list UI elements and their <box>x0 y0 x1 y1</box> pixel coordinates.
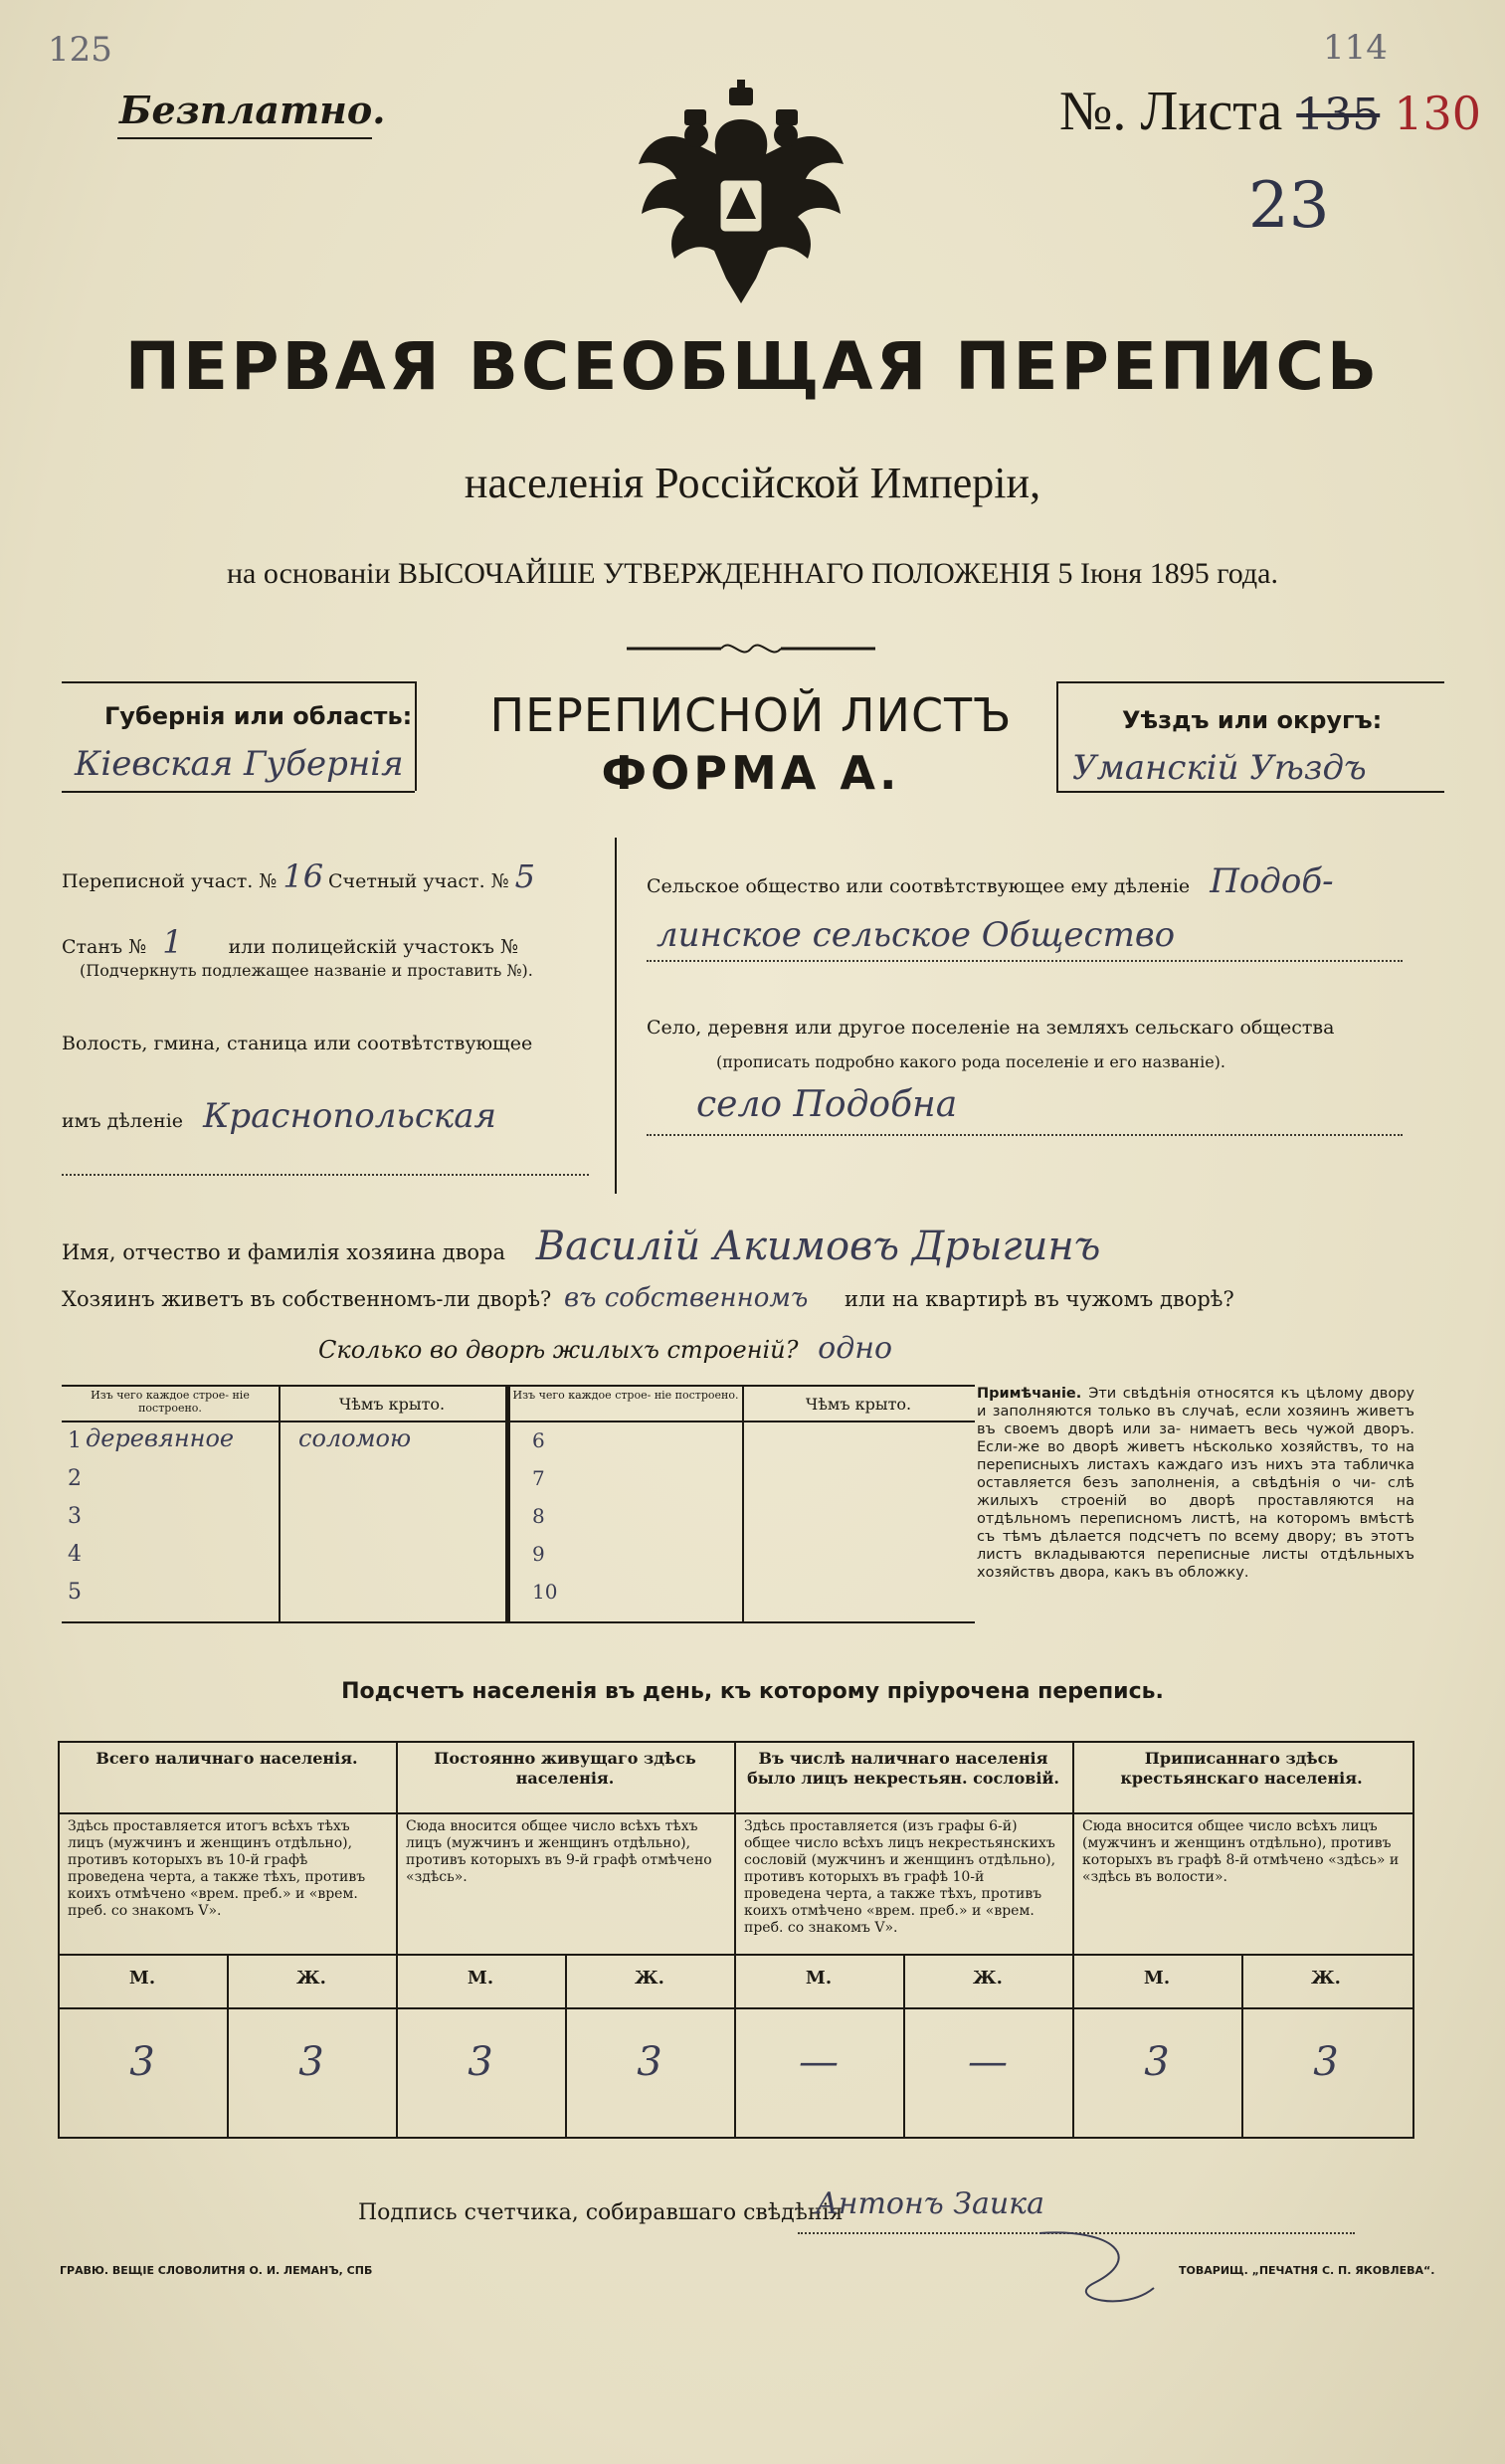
census-subtitle: населенія Россійской Имперіи, <box>464 459 1041 507</box>
note-line: нимаетъ весь чужой дворъ. Если-же во дворѣ <box>977 1422 1414 1455</box>
stan-value[interactable]: 1 <box>162 923 183 961</box>
signature-value[interactable]: Антонъ Заика <box>816 2186 1044 2221</box>
building-roof[interactable]: соломою <box>298 1424 412 1452</box>
owner-lives-label: Хозяинъ живетъ въ собственномъ-ли дворѣ? <box>62 1287 552 1311</box>
note-line: вмѣстѣ съ тѣмъ дѣлается подсчетъ по всему двору; <box>977 1511 1414 1545</box>
note-line: если хозяинъ живетъ въ своемъ дворѣ или за- <box>977 1404 1414 1437</box>
building-row-number: 4 <box>68 1542 82 1567</box>
note-line: Эти свѣдѣнія относятся къ <box>1088 1386 1306 1402</box>
owner-name-label: Имя, отчество и фамилія хозяина двора <box>62 1240 506 1264</box>
form-subtitle: ФОРМА А. <box>601 746 901 800</box>
population-f-label: Ж. <box>1311 1968 1341 1989</box>
uezd-value[interactable]: Уманскій Уѣздъ <box>1072 748 1367 788</box>
building-row-number: 7 <box>532 1466 545 1490</box>
census-section-label: Переписной участ. № <box>62 870 278 892</box>
population-m-label: М. <box>1143 1968 1171 1989</box>
footer-printer-left: ГРАВЮ. ВЕЩІЕ СЛОВОЛИТНЯ О. И. ЛЕМАНЪ, СПБ <box>60 2264 373 2277</box>
population-f-value[interactable]: 3 <box>637 2039 662 2085</box>
signature-flourish-icon <box>1035 2228 1164 2318</box>
population-m-label: М. <box>128 1968 156 1989</box>
society-value-1[interactable]: Подоб- <box>1210 861 1334 901</box>
population-col-head: Въ числѣ наличнаго населенія было лицъ некрестьян. сословій. <box>747 1749 1059 1788</box>
population-col-head: Всего наличнаго населенія. <box>95 1749 358 1768</box>
building-row-number: 1 <box>68 1428 82 1453</box>
form-title: ПЕРЕПИСНОЙ ЛИСТЪ <box>489 688 1013 742</box>
signature-field <box>358 2200 843 2225</box>
population-f-value[interactable]: 3 <box>1313 2039 1339 2085</box>
note-block <box>977 1385 1414 1582</box>
building-row-number: 9 <box>532 1542 545 1566</box>
village-label: Село, деревня или другое поселеніе на земляхъ сельскаго общества <box>647 1017 1335 1039</box>
free-label: Безплатно. <box>119 88 386 132</box>
note-line: на отдѣльномъ переписномъ листѣ, на которомъ <box>977 1493 1414 1527</box>
building-row-number: 6 <box>532 1428 545 1452</box>
sheet-number-red: 130 <box>1394 87 1482 140</box>
signature-label: Подпись счетчика, собиравшаго свѣдѣнія <box>358 2200 844 2225</box>
population-f-label: Ж. <box>296 1968 326 1989</box>
population-f-value[interactable]: 3 <box>298 2039 324 2085</box>
underline-note: (Подчеркнуть подлежащее названіе и проставить №). <box>80 961 533 980</box>
building-material[interactable]: деревянное <box>86 1424 235 1452</box>
population-f-value[interactable]: — <box>968 2039 1008 2085</box>
police-label: или полицейскій участокъ № <box>228 936 518 958</box>
count-section-label: Счетный участ. № <box>328 870 509 892</box>
stan-field <box>62 923 518 961</box>
count-section-value[interactable]: 5 <box>514 857 536 895</box>
building-row-number: 8 <box>532 1504 545 1528</box>
stan-label: Станъ № <box>62 936 147 958</box>
buildings-h-material-left: Изъ чего каждое строе- ніе построено. <box>91 1389 250 1415</box>
village-note: (прописать подробно какого рода поселеніе и его названіе). <box>716 1052 1225 1071</box>
gubernia-label: Губернія или область: <box>104 702 413 730</box>
buildings-count-value[interactable]: одно <box>818 1331 893 1366</box>
owner-name-value[interactable]: Василій Акимовъ Дрыгинъ <box>535 1224 1101 1269</box>
population-col-desc: Сюда вносится общее число всѣхъ тѣхъ лицъ (мужчинъ и женщинъ отдѣльно), противъ которыхъ въ 9-й графѣ отмѣчено «здѣсь». <box>406 1818 712 1885</box>
population-col-head: Постоянно живущаго здѣсь населенія. <box>434 1749 696 1788</box>
note-line: живетъ нѣсколько хозяйствъ, то на переписныхъ <box>977 1439 1414 1473</box>
population-col-head: Приписаннаго здѣсь крестьянскаго населенія. <box>1120 1749 1363 1788</box>
population-m-value[interactable]: 3 <box>468 2039 493 2085</box>
census-basis: на основаніи ВЫСОЧАЙШЕ УТВЕРЖДЕННАГО ПОЛОЖЕНІЯ 5 Іюня 1895 года. <box>227 557 1278 590</box>
population-title: Подсчетъ населенія въ день, къ которому пріурочена перепись. <box>341 1679 1164 1704</box>
double-headed-eagle-emblem-icon <box>627 80 855 308</box>
gubernia-value[interactable]: Кіевская Губернія <box>75 744 404 784</box>
volost-label-1: Волость, гмина, станица или соотвѣтствующее <box>62 1033 533 1054</box>
population-col-desc: Здѣсь проставляется (изъ графы 6-й) общее число всѣхъ лицъ некрестьянскихъ сословій (мужчинъ и женщинъ отдѣльно), противъ которыхъ въ графѣ 10-й проведена черта, а также тѣхъ, противъ коихъ отмѣчено «врем. преб.» и «врем. преб. со знакомъ V». <box>744 1818 1056 1936</box>
building-row-number: 5 <box>68 1580 82 1605</box>
sheet-number-label <box>1059 80 1481 143</box>
uezd-label: Уѣздъ или округъ: <box>1122 706 1383 734</box>
population-m-value[interactable]: 3 <box>1144 2039 1170 2085</box>
building-row-number: 10 <box>532 1580 558 1604</box>
volost-value[interactable]: Краснопольская <box>203 1096 496 1136</box>
owner-rent-label: или на квартирѣ въ чужомъ дворѣ? <box>845 1287 1234 1311</box>
buildings-h-material-right: Изъ чего каждое строе- ніе построено. <box>512 1389 739 1402</box>
ornament-divider-icon <box>627 637 875 661</box>
society-value-2[interactable]: линское сельское Общество <box>657 915 1176 955</box>
population-f-label: Ж. <box>635 1968 664 1989</box>
pencil-number-left: 125 <box>48 30 112 70</box>
population-m-value[interactable]: 3 <box>129 2039 155 2085</box>
population-m-value[interactable]: — <box>799 2039 839 2085</box>
census-section-field <box>62 857 323 895</box>
buildings-h-roof-right: Чѣмъ крыто. <box>805 1395 912 1414</box>
population-col-desc: Здѣсь проставляется итогъ всѣхъ тѣхъ лицъ (мужчинъ и женщинъ отдѣльно), противъ которыхъ въ 10-й графѣ проведена черта, а также тѣхъ, противъ коихъ отмѣчено «врем. преб.» и «врем. преб. со знакомъ V». <box>68 1818 366 1919</box>
volost-field <box>62 1096 496 1136</box>
society-field <box>647 861 1334 901</box>
footer-printer-right: ТОВАРИЩ. „ПЕЧАТНЯ С. П. ЯКОВЛЕВА“. <box>1179 2264 1435 2277</box>
note-line: въ этотъ листъ вкладываются переписные листы <box>977 1529 1414 1563</box>
population-col-desc: Сюда вносится общее число всѣхъ лицъ (мужчинъ и женщинъ отдѣльно), противъ которыхъ въ графѣ 8-й отмѣчено «здѣсь» и «здѣсь въ волости». <box>1082 1818 1400 1885</box>
census-title: ПЕРВАЯ ВСЕОБЩАЯ ПЕРЕПИСЬ <box>124 328 1381 405</box>
building-row-number: 2 <box>68 1466 82 1491</box>
owner-lives-value[interactable]: въ собственномъ <box>563 1283 809 1313</box>
society-label: Сельское общество или соотвѣтствующее ему дѣленіе <box>647 875 1191 897</box>
note-line: оставляется безъ заполненія, а свѣдѣнія о чи- <box>977 1475 1389 1491</box>
buildings-count-field <box>318 1331 892 1366</box>
volost-label-2: имъ дѣленіе <box>62 1110 184 1132</box>
buildings-h-roof-left: Чѣмъ крыто. <box>338 1395 446 1414</box>
sheet-number-handwritten: 23 <box>1248 169 1330 243</box>
pencil-number-right: 114 <box>1323 28 1388 68</box>
village-value[interactable]: село Подобна <box>696 1084 958 1125</box>
note-line: слѣ жилыхъ строеній во дворѣ проставляются <box>977 1475 1414 1509</box>
buildings-count-label: Сколько во дворѣ жилыхъ строеній? <box>318 1336 799 1364</box>
population-f-label: Ж. <box>973 1968 1003 1989</box>
census-section-value[interactable]: 16 <box>282 857 324 895</box>
count-section-field <box>328 857 535 895</box>
note-title: Примѣчаніе. <box>977 1386 1089 1402</box>
note-line: отдѣльныхъ хозяйствъ двора, какъ въ обложку. <box>977 1547 1414 1581</box>
sheet-number-struck: 135 <box>1296 90 1381 140</box>
owner-lives-field <box>62 1283 1234 1313</box>
building-row-number: 3 <box>68 1504 82 1529</box>
sheet-number-label-text: №. Листа <box>1059 81 1283 142</box>
owner-name-field <box>62 1224 1100 1269</box>
note-line: цѣлому двору и заполняются только въ случаѣ, <box>977 1386 1415 1420</box>
population-m-label: М. <box>467 1968 494 1989</box>
population-m-label: М. <box>805 1968 833 1989</box>
note-line: листахъ каждаго изъ нихъ эта табличка <box>1086 1457 1414 1473</box>
note-lines <box>977 1385 1414 1582</box>
